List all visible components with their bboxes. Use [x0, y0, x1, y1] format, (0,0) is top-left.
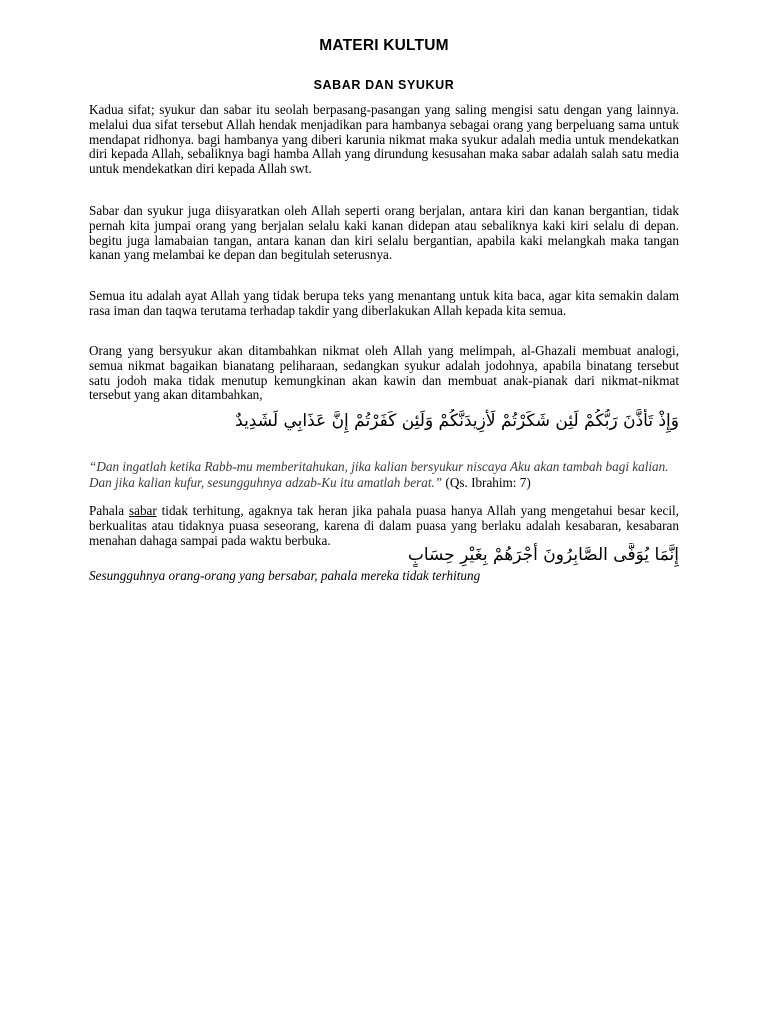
verse-translation-sabar: Sesungguhnya orang-orang yang bersabar, pahala mereka tidak terhitung: [89, 568, 481, 583]
paragraph-5-start: Pahala: [89, 503, 129, 518]
paragraph-5: [89, 504, 679, 548]
paragraph-3: Semua itu adalah ayat Allah yang tidak berupa teks yang menantang untuk kita baca, agar kita semakin dalam rasa iman dan taqwa terutama terhadap takdir yang diberlakukan Allah kepada kita semua.: [89, 288, 679, 318]
paragraph-1: Kadua sifat; syukur dan sabar itu seolah berpasang-pasangan yang saling mengisi satu dengan yang lainnya. melalui dua sifat tersebut Allah hendak menjadikan para hambanya sebagai orang yang berpeluang sama untuk mendapat ridhonya. bagi hambanya yang diberi karunia nikmat maka syukur adalah media untuk mendekatkan diri kepada Allah, sebaliknya bagi hamba Allah yang dirundung kesusahan maka sabar adalah salah satu media untuk mendekatkan diri kepada Allah swt.: [89, 102, 679, 177]
underlined-word-sabar: sabar: [128, 503, 157, 518]
document-subtitle: SABAR DAN SYUKUR: [313, 78, 455, 92]
quote-text: “Dan ingatlah ketika Rabb-mu memberitahukan, jika kalian bersyukur niscaya Aku akan tambah bagi kalian. Dan jika kalian kufur, sesungguhnya adzab-Ku itu amatlah berat.”: [89, 459, 669, 490]
arabic-verse-sabar: إِنَّمَا يُوَفَّى الصَّابِرُونَ أَجْرَهُمْ بِغَيْرِ حِسَابٍ: [407, 545, 679, 565]
document-title: MATERI KULTUM: [319, 37, 449, 54]
paragraph-5-rest: tidak terhitung, agaknya tak heran jika pahala puasa hanya Allah yang mengetahui besar kecil, berkualitas atau tidaknya puasa seseorang, karena di dalam puasa yang berlaku adalah kesabaran, kesabaran menahan dahaga sampai pada waktu berbuka.: [89, 503, 679, 548]
verse-translation-quote: [89, 459, 689, 490]
paragraph-4: Orang yang bersyukur akan ditambahkan nikmat oleh Allah yang melimpah, al-Ghazali membuat analogi, semua nikmat bagaikan bianatang peliharaan, sedangkan syukur adalah jodohnya, apabila binatang tersebut satu jodoh maka tidak menutup kemungkinan akan kawin dan membuat anak-pianak dari nikmat-nikmat tersebut yang akan ditambahkan,: [89, 343, 679, 403]
arabic-verse-ibrahim-7: وَإِذْ تَأَذَّنَ رَبُّكُمْ لَئِن شَكَرْتُمْ لَأَزِيدَنَّكُمْ وَلَئِن كَفَرْتُمْ إِنَّ عَذَابِي لَشَدِيدٌ: [235, 411, 679, 431]
quote-reference: (Qs. Ibrahim: 7): [442, 474, 531, 490]
paragraph-2: Sabar dan syukur juga diisyaratkan oleh Allah seperti orang berjalan, antara kiri dan kanan bergantian, tidak pernah kita jumpai orang yang berjalan selalu kaki kanan didepan atau sebaliknya kaki kiri selalu di depan. begitu juga lamabaian tangan, antara kanan dan kiri selalu bergantian, apabila kaki melangkah maka tangan kanan yang melambai ke depan dan begitulah seterusnya.: [89, 203, 679, 263]
